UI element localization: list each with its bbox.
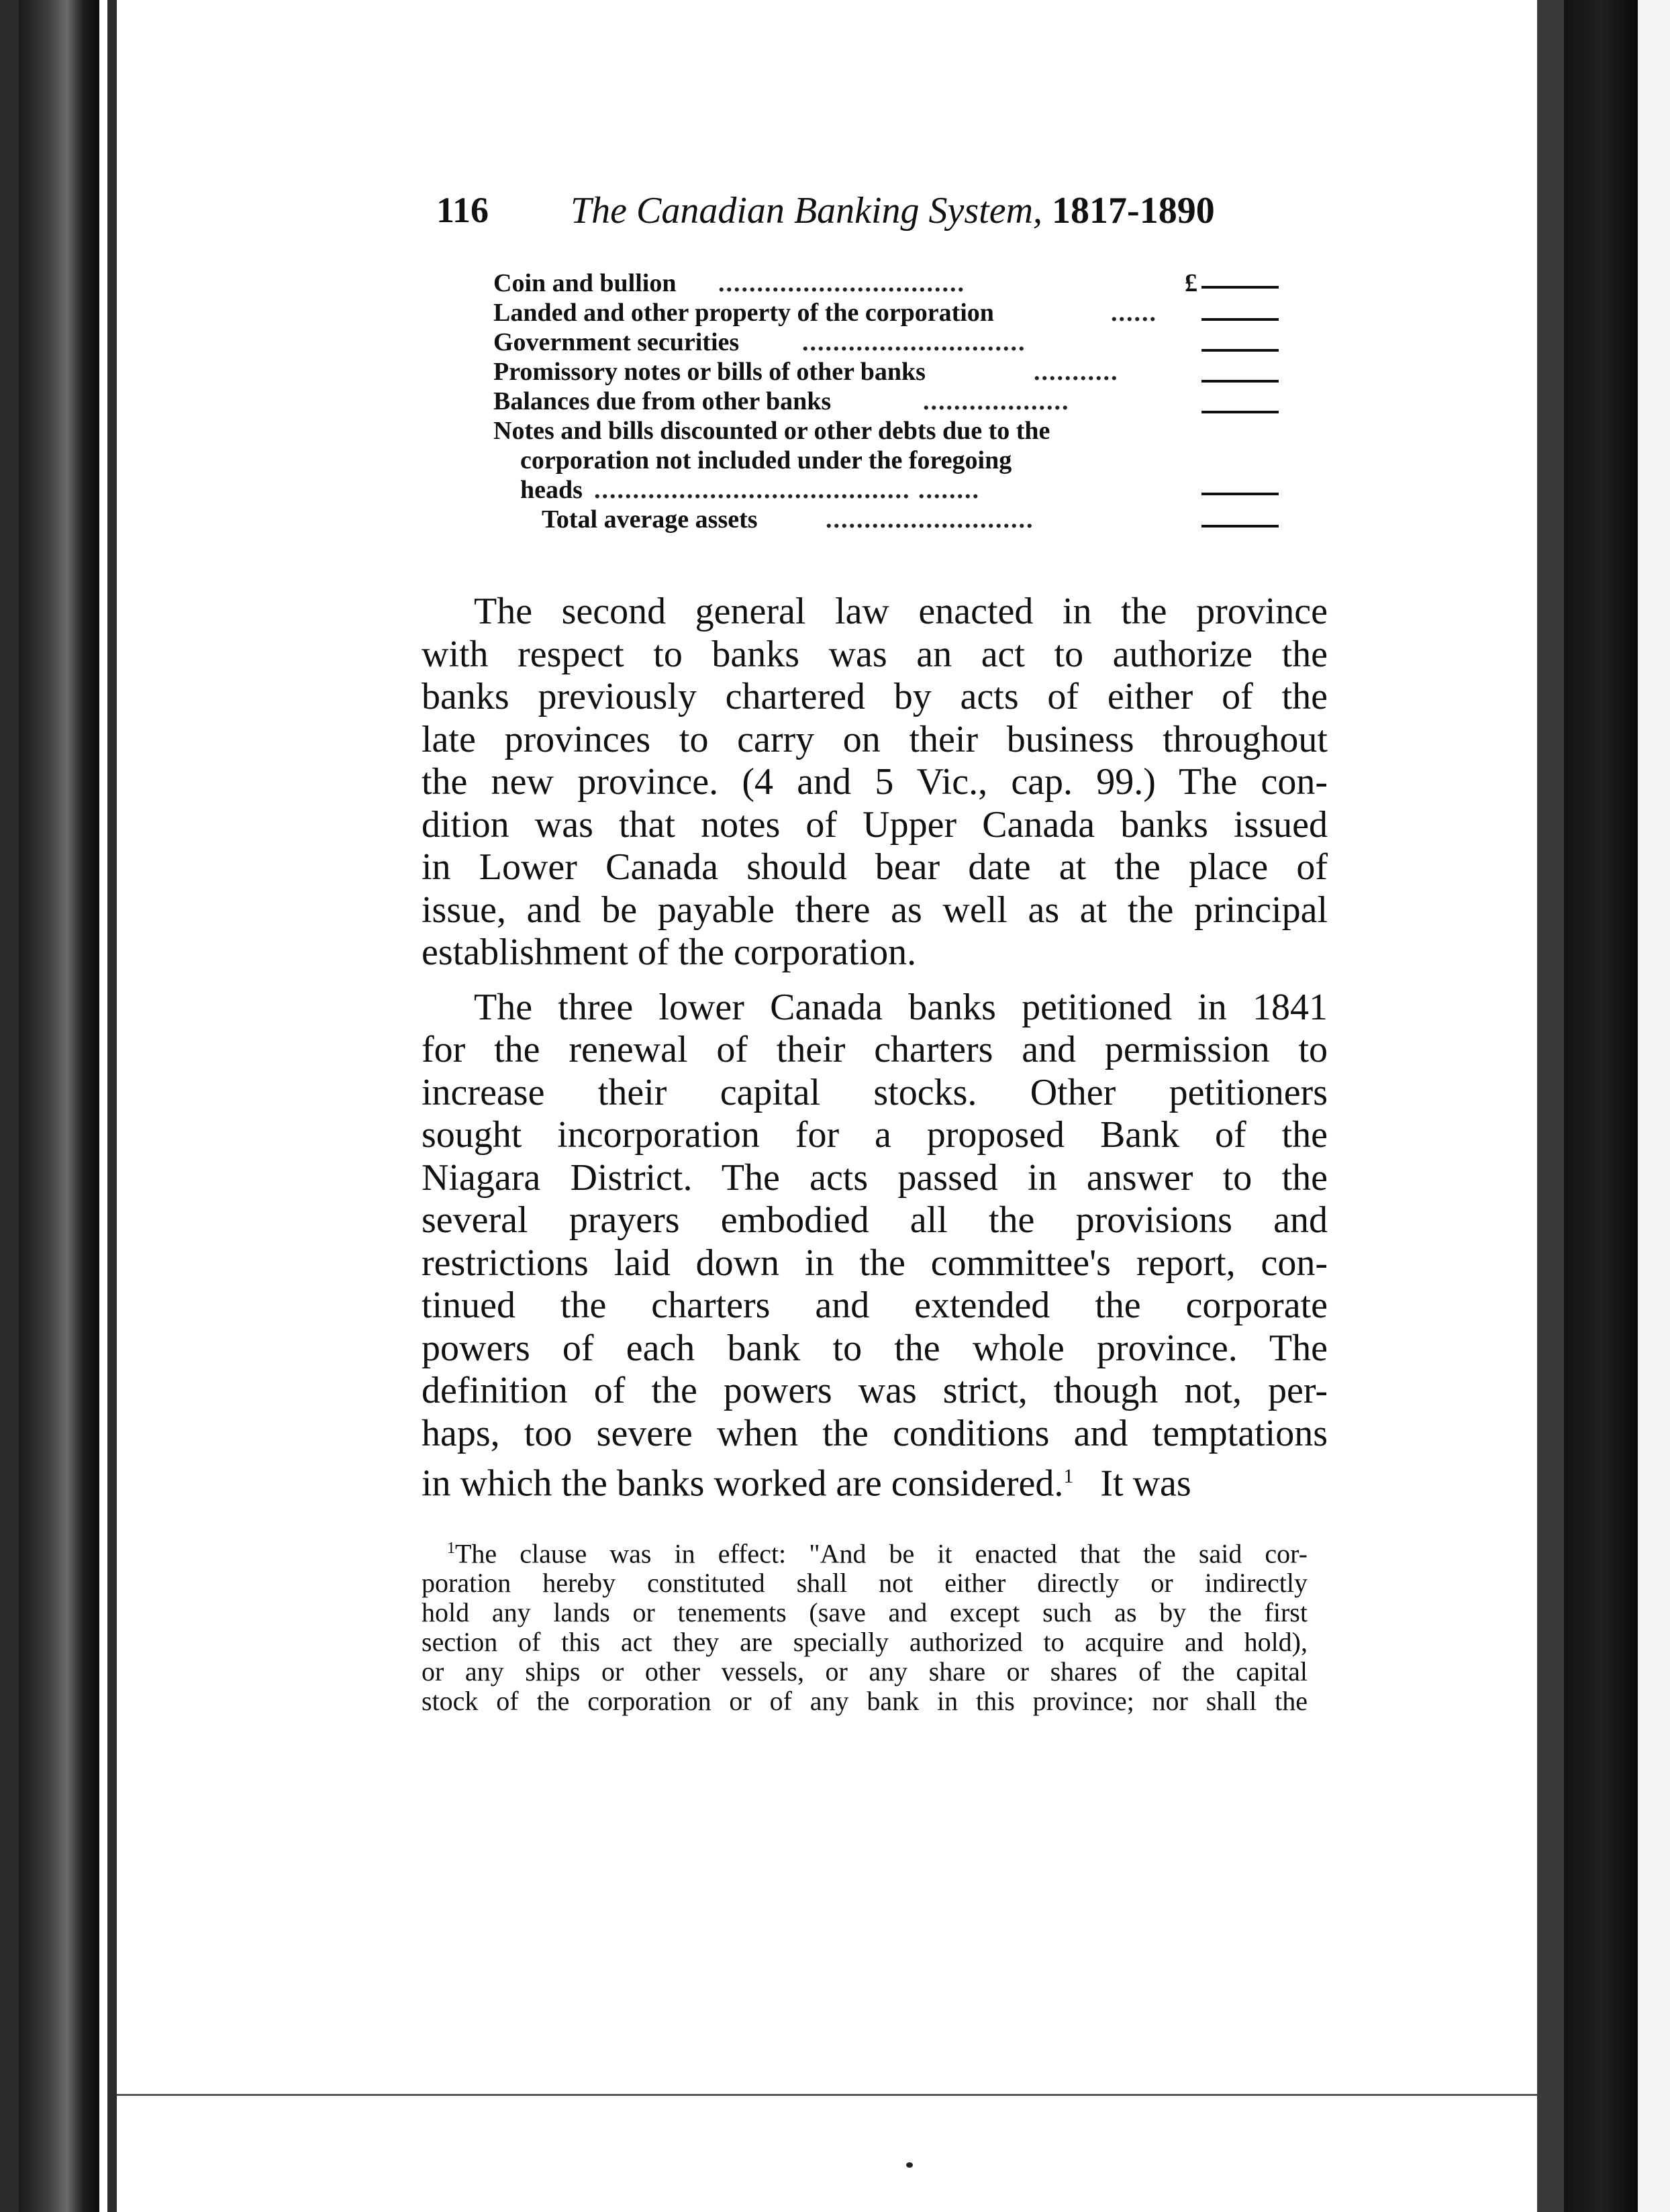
footnote-line xyxy=(422,1534,1308,1568)
text-line: banks previously chartered by acts of either of the xyxy=(422,676,1328,717)
scan-edge-right xyxy=(1564,0,1638,2212)
page-number: 116 xyxy=(436,190,489,230)
scan-edge-left xyxy=(0,0,19,2212)
asset-row xyxy=(493,475,1285,505)
text-line: The second general law enacted in the province xyxy=(474,591,1328,632)
asset-label: Total average assets xyxy=(542,505,758,534)
asset-label: Landed and other property of the corporation xyxy=(493,299,994,327)
asset-row xyxy=(493,357,1285,387)
leader-dots: ........... xyxy=(1034,358,1119,386)
text-line: issue, and be payable there as well as at the principal xyxy=(422,889,1328,931)
footnote-marker: 1 xyxy=(1063,1465,1074,1487)
text-line xyxy=(422,1455,1328,1505)
paragraph xyxy=(422,591,1328,974)
text-line: haps, too severe when the conditions and temptations xyxy=(422,1412,1328,1454)
running-title-years: 1817-1890 xyxy=(1052,190,1215,232)
assets-table xyxy=(493,268,1285,534)
blank-amount-line xyxy=(1201,349,1279,352)
asset-label: corporation not included under the foregoing xyxy=(520,446,1012,474)
asset-label: Promissory notes or bills of other banks xyxy=(493,358,926,386)
text-line: in Lower Canada should bear date at the place of xyxy=(422,846,1328,888)
footnote-marker: 1 xyxy=(447,1540,455,1557)
text-line: powers of each bank to the whole province. The xyxy=(422,1327,1328,1369)
footnote-text: The clause was in effect: "And be it enacted that the said cor- xyxy=(455,1538,1308,1569)
text-line: late provinces to carry on their business throughout xyxy=(422,718,1328,760)
leader-dots: ...... xyxy=(1111,299,1157,327)
leader-dots: ................................ xyxy=(718,269,965,297)
text-line: establishment of the corporation. xyxy=(422,932,917,973)
paragraph xyxy=(422,987,1328,1506)
text-line: tinued the charters and extended the corporate xyxy=(422,1285,1328,1326)
page-bottom-edge xyxy=(117,2094,1537,2096)
asset-row xyxy=(493,505,1285,534)
running-title-text: The Canadian Banking System, xyxy=(571,190,1043,232)
text-line: increase their capital stocks. Other petitioners xyxy=(422,1071,1328,1113)
page-edge-right xyxy=(1537,0,1564,2212)
asset-label: Notes and bills discounted or other debts due to the xyxy=(493,417,1050,445)
text-line-part: It was xyxy=(1100,1462,1191,1505)
page-edge-line xyxy=(107,0,117,2212)
asset-row xyxy=(493,268,1285,298)
text-line: for the renewal of their charters and permission to xyxy=(422,1029,1328,1070)
blank-amount-line xyxy=(1201,525,1279,527)
asset-label: Balances due from other banks xyxy=(493,387,832,415)
text-line: definition of the powers was strict, though not, per- xyxy=(422,1370,1328,1411)
footnote-line: hold any lands or tenements (save and except such as by the first xyxy=(422,1597,1308,1628)
asset-row xyxy=(493,298,1285,328)
footnote-line: stock of the corporation or of any bank in this province; nor shall the xyxy=(422,1686,1308,1717)
asset-row xyxy=(493,416,1285,446)
text-line: with respect to banks was an act to authorize the xyxy=(422,633,1328,675)
footnote-line: section of this act they are specially authorized to acquire and hold), xyxy=(422,1627,1308,1658)
text-line-part: in which the banks worked are considered. xyxy=(422,1462,1064,1505)
book-binding-shadow xyxy=(19,0,99,2212)
blank-amount-line xyxy=(1201,411,1279,413)
text-line: sought incorporation for a proposed Bank of the xyxy=(422,1114,1328,1156)
asset-row xyxy=(493,328,1285,357)
blank-amount-line xyxy=(1201,493,1279,495)
scan-margin-right xyxy=(1638,0,1670,2212)
text-line: several prayers embodied all the provisions and xyxy=(422,1199,1328,1241)
text-line: Niagara District. The acts passed in answer to the xyxy=(422,1156,1328,1199)
asset-row xyxy=(493,387,1285,416)
text-line: dition was that notes of Upper Canada banks issued xyxy=(422,803,1328,846)
leader-dots: ........................... xyxy=(826,505,1034,534)
asset-label: heads xyxy=(520,476,583,504)
asset-label: Government securities xyxy=(493,328,740,356)
leader-dots: ......................................... ........ xyxy=(594,476,980,504)
footnote xyxy=(422,1534,1308,1716)
blank-amount-line xyxy=(1201,318,1279,321)
blank-amount-line xyxy=(1201,380,1279,383)
text-line: the new province. (4 and 5 Vic., cap. 99.) The con- xyxy=(422,761,1328,803)
body-text xyxy=(422,591,1328,1505)
asset-label: Coin and bullion xyxy=(493,269,677,297)
footnote-line: poration hereby constituted shall not either directly or indirectly xyxy=(422,1568,1308,1599)
text-line: restrictions laid down in the committee's report, con- xyxy=(422,1242,1328,1284)
leader-dots: ............................. xyxy=(802,328,1026,356)
leader-dots: ................... xyxy=(923,387,1070,415)
text-line: The three lower Canada banks petitioned in 1841 xyxy=(474,986,1328,1028)
pound-sign: £ xyxy=(1185,269,1197,297)
asset-row xyxy=(493,446,1285,475)
scan-speck xyxy=(906,2162,913,2168)
footnote-line: or any ships or other vessels, or any share or shares of the capital xyxy=(422,1656,1308,1687)
running-title xyxy=(571,189,1215,232)
running-head xyxy=(436,189,1215,243)
blank-amount-line xyxy=(1201,286,1279,289)
